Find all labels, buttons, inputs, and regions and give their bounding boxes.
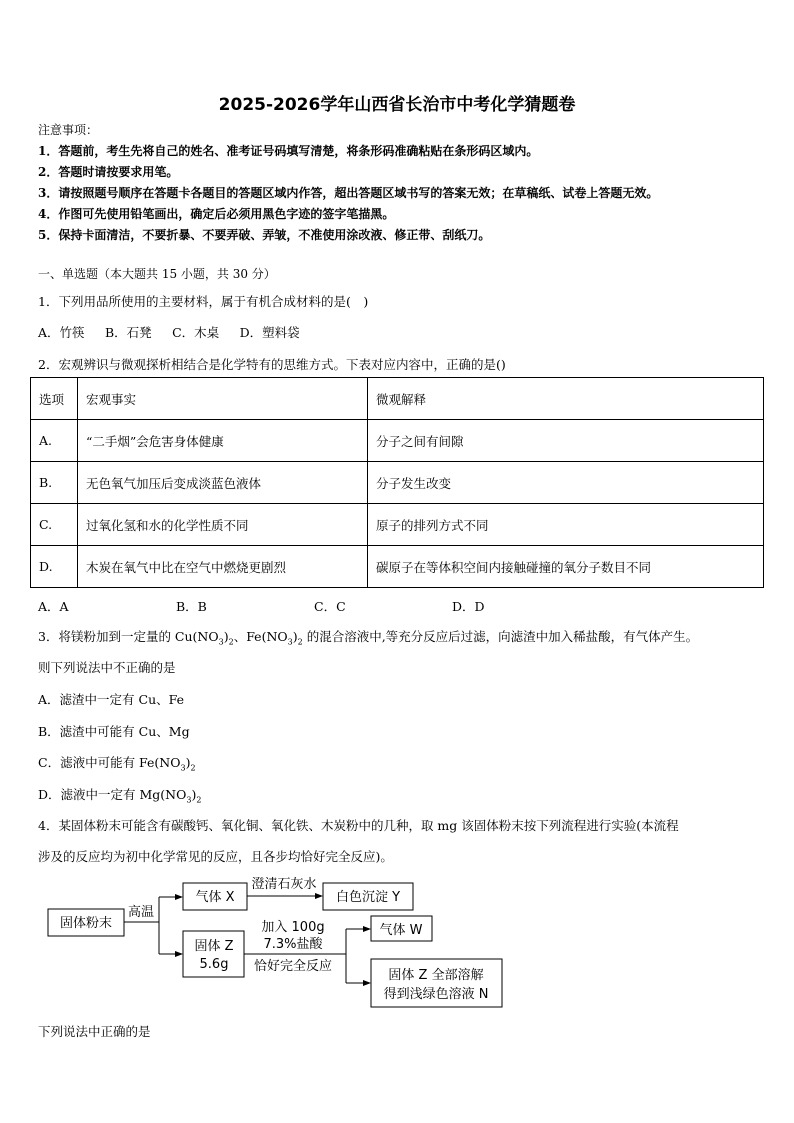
- notice-item-2: 2．答题时请按要求用笔。: [38, 165, 179, 179]
- table-cell: 分子之间有间隙: [368, 420, 764, 462]
- notice-item-3: 3．请按照题号顺序在答题卡各题目的答题区域内作答，超出答题区域书写的答案无效；在草稿纸、试卷上答题无效。: [38, 186, 659, 200]
- q4-footer: 下列说法中正确的是: [38, 1024, 151, 1039]
- table-cell: 原子的排列方式不同: [368, 504, 764, 546]
- table-row: [31, 462, 764, 504]
- table-row: [31, 420, 764, 462]
- high-temp-label: 高温: [127, 905, 155, 920]
- q4-line1: 4．某固体粉末可能含有碳酸钙、氧化铜、氧化铁、木炭粉中的几种，取 mg 该固体粉末按下列流程进行实验(本流程: [38, 818, 679, 833]
- reagent-line-3: 恰好完全反应: [253, 959, 333, 974]
- reagent-line-2: 7.3%盐酸: [263, 937, 323, 952]
- table-cell: 木炭在氧气中比在空气中燃烧更剧烈: [78, 546, 368, 588]
- q1-stem: 1．下列用品所使用的主要材料，属于有机合成材料的是( ): [38, 294, 369, 309]
- q3-stem: 3．将镁粉加到一定量的 $Cu(NO_3)_2$、$Fe(NO_3)_2$ 的混合溶液中,等充分反应后过滤，向滤渣中加入稀盐酸，有气体产生。: [38, 629, 699, 647]
- arrow-head-icon: [315, 893, 323, 899]
- q2-answer-a: A．A: [38, 599, 69, 614]
- arrow-head-icon: [175, 894, 183, 900]
- q3-option-c: C．滤液中可能有 $Fe(NO_3)_2$: [38, 755, 196, 773]
- q3-option-d: D．滤液中一定有 $Mg(NO_3)_2$: [38, 787, 202, 805]
- q2-table: [30, 377, 764, 588]
- q2-stem: 2．宏观辨识与微观探析相结合是化学特有的思维方式。下表对应内容中，正确的是(): [38, 357, 506, 372]
- notice-heading: 注意事项：: [38, 123, 99, 137]
- notice-item-5: 5．保持卡面清洁，不要折暴、不要弄破、弄皱，不准使用涂改液、修正带、刮纸刀。: [38, 228, 491, 242]
- arrow-head-icon: [363, 980, 371, 986]
- q2-answer-d: D．D: [452, 599, 485, 614]
- solid-z-label: 固体 Z: [194, 939, 234, 954]
- limewater-label: 澄清石灰水: [251, 877, 317, 892]
- q2-answer-b: B．B: [176, 599, 207, 614]
- q4-flow-diagram: [40, 870, 520, 1015]
- q3-line2: 则下列说法中不正确的是: [38, 660, 176, 675]
- q4-line2: 涉及的反应均为初中化学常见的反应，且各步均恰好完全反应)。: [38, 849, 393, 864]
- notice-item-1: 1．答题前，考生先将自己的姓名、准考证号码填写清楚，将条形码准确粘贴在条形码区域内。: [38, 144, 539, 158]
- table-cell: 分子发生改变: [368, 462, 764, 504]
- table-cell: C.: [31, 504, 78, 546]
- page-title: 2025-2026学年山西省长治市中考化学猜题卷: [218, 95, 576, 115]
- table-header-cell: 选项: [31, 378, 78, 420]
- gas-x-label: 气体 X: [195, 890, 235, 905]
- arrow-head-icon: [175, 951, 183, 957]
- solid-z-mass: 5.6g: [199, 957, 229, 972]
- table-header-cell: 宏观事实: [78, 378, 368, 420]
- q3-option-a: A．滤渣中一定有 Cu、Fe: [38, 692, 185, 707]
- arrow-head-icon: [363, 926, 371, 932]
- table-row: [31, 504, 764, 546]
- table-cell: D.: [31, 546, 78, 588]
- table-cell: B.: [31, 462, 78, 504]
- table-cell: 碳原子在等体积空间内接触碰撞的氧分子数目不同: [368, 546, 764, 588]
- table-cell: “二手烟”会危害身体健康: [78, 420, 368, 462]
- table-cell: A.: [31, 420, 78, 462]
- gas-w-label: 气体 W: [379, 923, 423, 938]
- reagent-line-1: 加入 100g: [261, 920, 325, 935]
- notice-item-4: 4．作图可先使用铅笔画出，确定后必须用黑色字迹的签字笔描黑。: [38, 207, 395, 221]
- table-header-row: [31, 378, 764, 420]
- q1-options: A．竹筷 B．石凳 C．木桌 D．塑料袋: [38, 325, 300, 340]
- table-header-cell: 微观解释: [368, 378, 764, 420]
- table-cell: 无色氧气加压后变成淡蓝色液体: [78, 462, 368, 504]
- table-cell: 过氧化氢和水的化学性质不同: [78, 504, 368, 546]
- table-row: [31, 546, 764, 588]
- section-heading: 一、单选题（本大题共 15 小题，共 30 分）: [38, 267, 276, 281]
- solution-n-line-2: 得到浅绿色溶液 N: [383, 987, 489, 1002]
- solution-n-line-1: 固体 Z 全部溶解: [388, 968, 484, 983]
- white-ppt-label: 白色沉淀 Y: [335, 890, 401, 905]
- q2-answer-c: C．C: [314, 599, 346, 614]
- q3-option-b: B．滤渣中可能有 Cu、Mg: [38, 724, 190, 739]
- solid-powder-label: 固体粉末: [59, 916, 113, 931]
